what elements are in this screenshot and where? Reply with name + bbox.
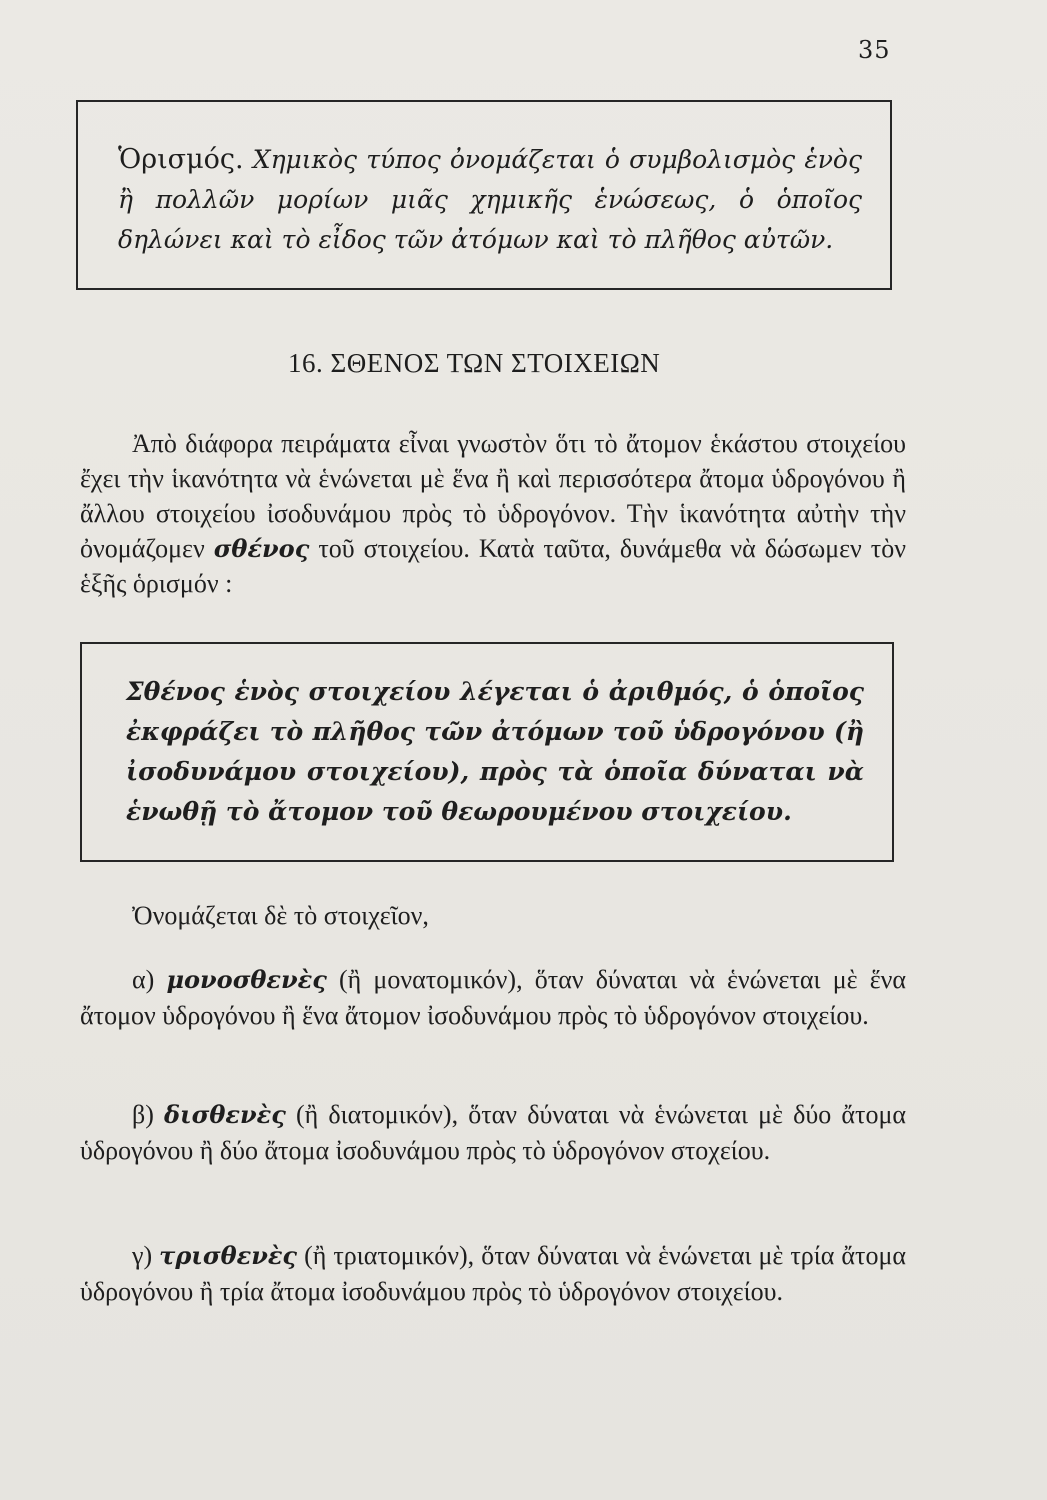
definition-body: Χημικὸς τύπος ὀνομάζεται ὁ συμβολισμὸς ἑνὸς ἢ πολλῶν μορίων μιᾶς χημικῆς ἑνώσεως, ὁ ὁποῖος δηλώνει καὶ τὸ εἶδος τῶν ἀτόμων καὶ τὸ πλῆθος αὐτῶν.	[118, 145, 862, 254]
list-item	[80, 962, 906, 1034]
definition-term: Ὁρισμός.	[118, 144, 244, 175]
intro-text-after: τοῦ στοιχείου. Κατὰ ταῦτα, δυνάμεθα νὰ δώσωμεν τὸν ἑξῆς ὁρισμόν :	[80, 534, 907, 598]
item-prefix: α)	[132, 965, 155, 994]
definition-box-chemical-formula	[76, 100, 892, 290]
valence-definition-text: Σθένος ἑνὸς στοιχείου λέγεται ὁ ἀριθμός, ὁ ὁποῖος ἐκφράζει τὸ πλῆθος τῶν ἀτόμων τοῦ ὑδρογόνου (ἢ ἰσοδυνάμου στοιχείου), πρὸς τὰ ὁποῖα δύναται νὰ ἑνωθῇ τὸ ἄτομον τοῦ θεωρουμένου στοιχείου.	[126, 677, 864, 826]
list-item	[80, 1097, 906, 1169]
section-heading: 16. ΣΘΕΝΟΣ ΤΩΝ ΣΤΟΙΧΕΙΩΝ	[288, 348, 661, 378]
page-number: 35	[858, 36, 891, 64]
intro-text-before: Ἀπὸ διάφορα πειράματα εἶναι γνωστὸν ὅτι τὸ ἄτομον ἑκάστου στοιχείου ἔχει τὴν ἱκανότητα νὰ ἑνώνεται μὲ ἕνα ἢ καὶ περισσότερα ἄτομα ὑδρογόνου ἢ ἄλλου στοιχείου ἰσοδυνάμου πρὸς τὸ ὑδρογόνον. Τὴν ἱκανότητα αὐτὴν τὴν ὀνομάζομεν	[80, 429, 906, 563]
item-prefix: β)	[132, 1100, 154, 1129]
list-item	[80, 1238, 906, 1310]
definition-text	[118, 140, 862, 260]
named-intro-paragraph: Ὀνομάζεται δὲ τὸ στοιχεῖον,	[132, 901, 429, 930]
item-text: (ἢ διατομικόν), ὅταν δύναται νὰ ἑνώνεται μὲ δύο ἄτομα ὑδρογόνου ἢ δύο ἄτομα ἰσοδυνάμου πρὸς τὸ ὑδρογόνον στοχείου.	[80, 1100, 907, 1165]
item-prefix: γ)	[132, 1241, 153, 1270]
definition-box-valence	[80, 642, 894, 862]
intro-emphasis: σθένος	[213, 534, 310, 563]
intro-paragraph	[80, 426, 906, 601]
item-term: τρισθενὲς	[159, 1241, 298, 1270]
item-text: (ἢ μονατομικόν), ὅταν δύναται νὰ ἑνώνεται μὲ ἕνα ἄτομον ὑδρογόνου ἢ ἕνα ἄτομον ἰσοδυνάμου πρὸς τὸ ὑδρογόνον στοιχείου.	[80, 965, 907, 1030]
item-term: δισθενὲς	[164, 1100, 286, 1129]
item-text: (ἢ τριατομικόν), ὅταν δύναται νὰ ἑνώνεται μὲ τρία ἄτομα ὑδρογόνου ἢ τρία ἄτομα ἰσοδυνάμου πρὸς τὸ ὑδρογόνον στοιχείου.	[80, 1241, 907, 1306]
item-term: μονοσθενὲς	[166, 965, 327, 994]
